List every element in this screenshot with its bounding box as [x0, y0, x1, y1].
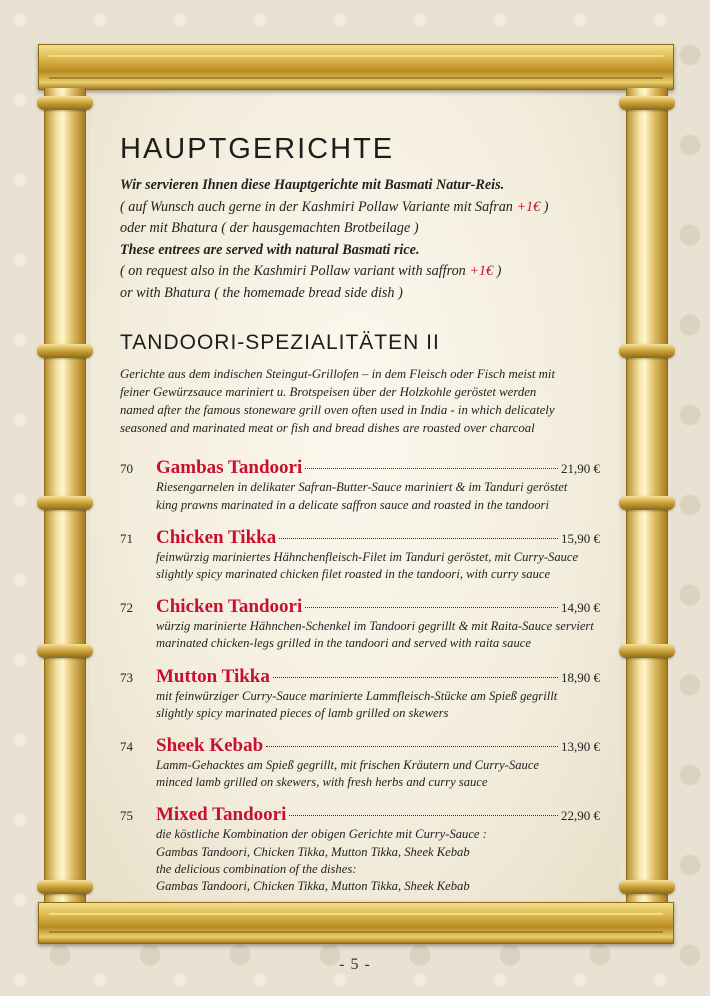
menu-item [120, 804, 600, 895]
section-description [120, 365, 600, 438]
item-description: king prawns marinated in a delicate saffron sauce and roasted in the tandoori [156, 497, 549, 512]
item-price: 13,90 € [561, 739, 600, 754]
page-title: HAUPTGERICHTE [120, 133, 395, 165]
menu-item [120, 457, 600, 513]
menu-items-list [120, 457, 600, 895]
intro-line-4: These entrees are served with natural Basmati rice. [120, 241, 420, 258]
menu-item [120, 735, 600, 791]
item-description: slightly spicy marinated chicken filet roasted in the tandoori, with curry sauce [156, 566, 551, 581]
item-description: feinwürzig mariniertes Hähnchenfleisch-Filet im Tanduri geröstet, mit Curry-Sauce [156, 549, 579, 564]
item-price: 15,90 € [561, 530, 600, 546]
item-description: würzig marinierte Hähnchen-Schenkel im Tandoori gegrillt & mit Raita-Sauce serviert [156, 619, 594, 634]
section-desc-line: seasoned and marinated meat or fish and bread dishes are roasted over charcoal [120, 421, 535, 436]
menu-content [120, 133, 600, 908]
intro-line-3: oder mit Bhatura ( der hausgemachten Brotbeilage ) [120, 220, 419, 237]
item-number: 73 [120, 669, 133, 685]
item-description: Gambas Tandoori, Chicken Tikka, Mutton Tikka, Sheek Kebab [156, 879, 470, 894]
item-name: Chicken Tikka [156, 526, 277, 548]
section-desc-line: named after the famous stoneware grill oven often used in India - in which delicately [120, 402, 555, 417]
item-description: Gambas Tandoori, Chicken Tikka, Mutton Tikka, Sheek Kebab [156, 844, 470, 859]
extra-price: +1€ [469, 263, 494, 280]
intro-line-1: Wir servieren Ihnen diese Hauptgerichte mit Basmati Natur-Reis. [120, 177, 505, 193]
dot-leader [266, 746, 558, 747]
item-number: 70 [120, 461, 133, 477]
item-description: the delicious combination of the dishes: [156, 861, 357, 876]
item-number: 72 [120, 600, 133, 616]
intro-line-6: or with Bhatura ( the homemade bread side dish ) [120, 284, 403, 301]
gold-pillar-left [44, 88, 86, 902]
item-description: slightly spicy marinated pieces of lamb grilled on skewers [156, 705, 449, 720]
item-number: 75 [120, 808, 133, 824]
item-price: 14,90 € [561, 600, 600, 616]
item-price: 18,90 € [561, 669, 600, 685]
item-description: marinated chicken-legs grilled in the tandoori and served with raita sauce [156, 636, 531, 651]
item-number: 71 [120, 530, 133, 546]
item-description: Riesengarnelen in delikater Safran-Butter-Sauce mariniert & im Tanduri geröstet [156, 480, 568, 495]
dot-leader [289, 815, 558, 816]
item-name: Mixed Tandoori [156, 804, 287, 826]
page-number: - 5 - [339, 956, 371, 973]
intro-line-5: ( on request also in the Kashmiri Pollaw variant with saffron +1€ ) [120, 263, 502, 280]
section-desc-line: feiner Gewürzsauce mariniert u. Brotspeisen über der Holzkohle geröstet werden [120, 384, 537, 399]
item-description: minced lamb grilled on skewers, with fresh herbs and curry sauce [156, 775, 488, 790]
gold-pillar-right [626, 88, 668, 902]
item-name: Gambas Tandoori [156, 457, 303, 479]
item-name: Sheek Kebab [156, 735, 264, 756]
item-name: Mutton Tikka [156, 665, 270, 687]
extra-price: +1€ [516, 198, 541, 215]
item-description: mit feinwürziger Curry-Sauce marinierte Lammfleisch-Stücke am Spieß gegrillt [156, 688, 558, 703]
item-description: die köstliche Kombination der obigen Gerichte mit Curry-Sauce : [156, 827, 487, 842]
menu-item [120, 666, 600, 722]
menu-item [120, 527, 600, 583]
intro-text [120, 175, 600, 305]
gold-frame-top [38, 44, 674, 90]
section-title: TANDOORI-SPEZIALITÄTEN II [120, 330, 440, 354]
gold-frame-bottom [38, 902, 674, 944]
item-price: 21,90 € [561, 461, 600, 477]
intro-line-2: ( auf Wunsch auch gerne in der Kashmiri Pollaw Variante mit Safran +1€ ) [120, 198, 549, 215]
section-desc-line: Gerichte aus dem indischen Steingut-Grillofen – in dem Fleisch oder Fisch meist mit [120, 366, 556, 381]
item-number: 74 [120, 739, 133, 754]
menu-item [120, 596, 600, 652]
item-price: 22,90 € [561, 808, 600, 824]
dot-leader [305, 468, 558, 469]
item-name: Chicken Tandoori [156, 596, 303, 618]
dot-leader [279, 538, 558, 539]
item-description: Lamm-Gehacktes am Spieß gegrillt, mit frischen Kräutern und Curry-Sauce [156, 758, 540, 772]
dot-leader [273, 677, 558, 678]
dot-leader [305, 607, 558, 608]
